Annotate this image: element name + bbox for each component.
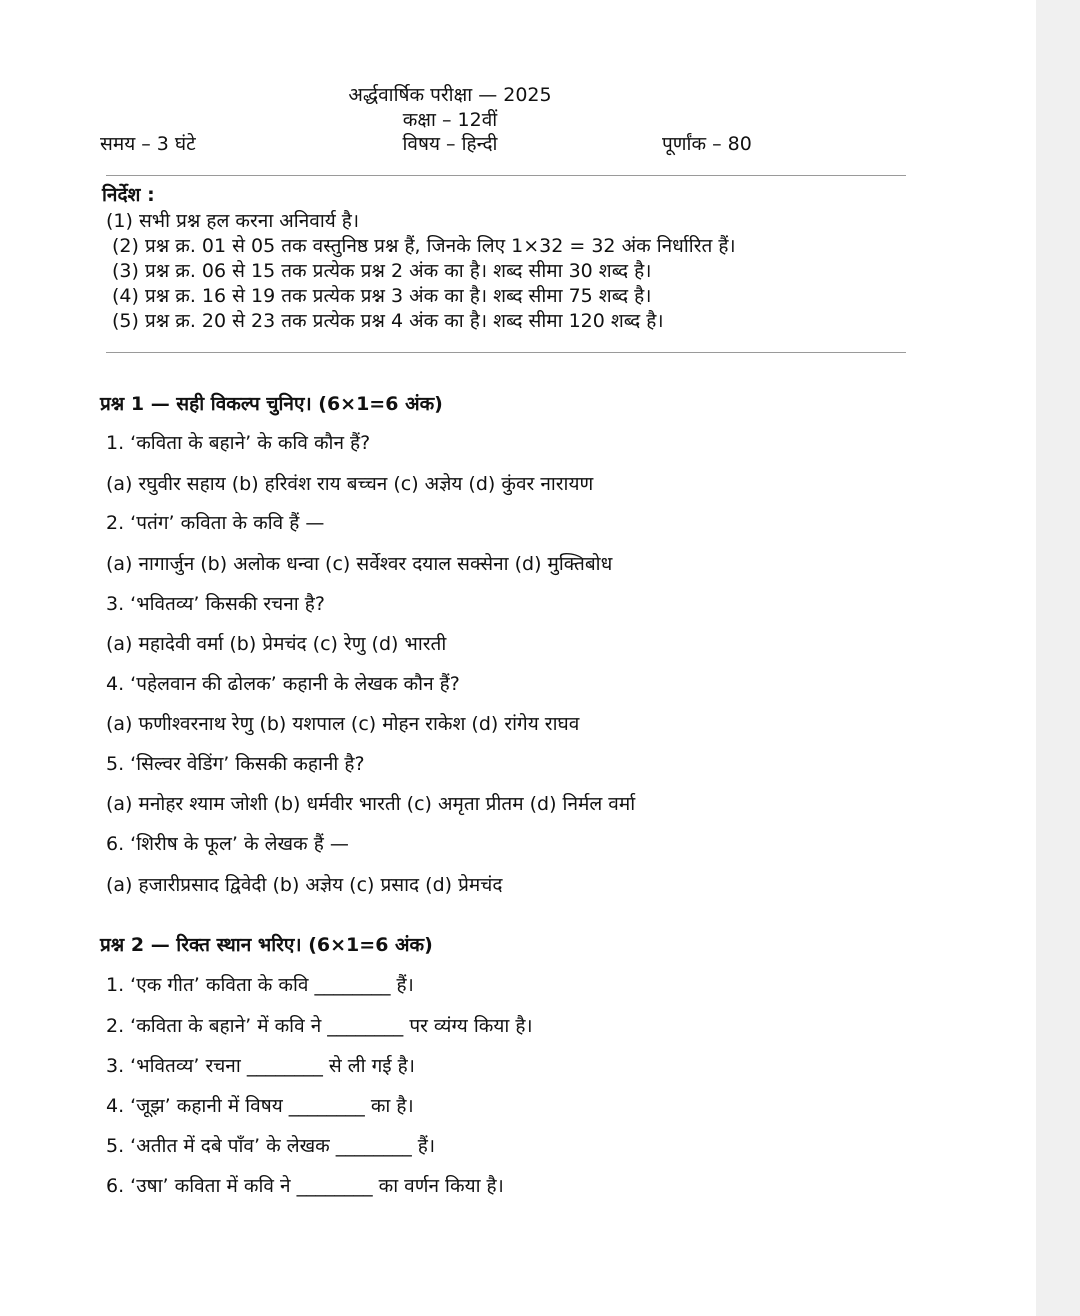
fill-blank-line: 4. ‘जूझ’ कहानी में विषय ________ का है। bbox=[106, 1095, 414, 1117]
options-line: (a) हजारीप्रसाद द्विवेदी (b) अज्ञेय (c) प्रसाद (d) प्रेमचंद bbox=[106, 874, 503, 896]
exam-title: अर्द्धवार्षिक परीक्षा — 2025 bbox=[348, 84, 552, 106]
instructions-title: निर्देश : bbox=[102, 184, 155, 206]
instruction-item: (5) प्रश्न क्र. 20 से 23 तक प्रत्येक प्रश्न 4 अंक का है। शब्द सीमा 120 शब्द है। bbox=[112, 310, 664, 332]
options-line: (a) महादेवी वर्मा (b) प्रेमचंद (c) रेणु (d) भारती bbox=[106, 633, 447, 655]
class-label: कक्षा – 12वीं bbox=[402, 109, 498, 131]
fill-blank-line: 1. ‘एक गीत’ कविता के कवि ________ हैं। bbox=[106, 974, 414, 996]
options-line: (a) नागार्जुन (b) अलोक धन्वा (c) सर्वेश्वर दयाल सक्सेना (d) मुक्तिबोध bbox=[106, 553, 613, 575]
question-line: 1. ‘कविता के बहाने’ के कवि कौन हैं? bbox=[106, 432, 371, 454]
fill-blank-line: 3. ‘भवितव्य’ रचना ________ से ली गई है। bbox=[106, 1055, 415, 1077]
instruction-item: (3) प्रश्न क्र. 06 से 15 तक प्रत्येक प्रश्न 2 अंक का है। शब्द सीमा 30 शब्द है। bbox=[112, 260, 652, 282]
instruction-item: (2) प्रश्न क्र. 01 से 05 तक वस्तुनिष्ठ प्रश्न हैं, जिनके लिए 1×32 = 32 अंक निर्धारित हैं। bbox=[112, 235, 736, 257]
instruction-item: (4) प्रश्न क्र. 16 से 19 तक प्रत्येक प्रश्न 3 अंक का है। शब्द सीमा 75 शब्द है। bbox=[112, 285, 652, 307]
max-marks-label: पूर्णांक – 80 bbox=[662, 133, 752, 155]
section1-title: प्रश्न 1 — सही विकल्प चुनिए। (6×1=6 अंक) bbox=[100, 393, 443, 415]
header-divider bbox=[106, 175, 906, 176]
instructions-divider bbox=[106, 352, 906, 353]
options-line: (a) रघुवीर सहाय (b) हरिवंश राय बच्चन (c) अज्ञेय (d) कुंवर नारायण bbox=[106, 473, 594, 495]
section2-title: प्रश्न 2 — रिक्त स्थान भरिए। (6×1=6 अंक) bbox=[100, 934, 433, 956]
subject-label: विषय – हिन्दी bbox=[402, 133, 498, 155]
time-label: समय – 3 घंटे bbox=[100, 133, 196, 155]
question-line: 2. ‘पतंग’ कविता के कवि हैं — bbox=[106, 512, 325, 534]
viewer-side-margin bbox=[1036, 0, 1080, 1316]
fill-blank-line: 6. ‘उषा’ कविता में कवि ने ________ का वर्णन किया है। bbox=[106, 1175, 504, 1197]
question-line: 6. ‘शिरीष के फूल’ के लेखक हैं — bbox=[106, 833, 349, 855]
options-line: (a) फणीश्वरनाथ रेणु (b) यशपाल (c) मोहन राकेश (d) रांगेय राघव bbox=[106, 713, 580, 735]
fill-blank-line: 5. ‘अतीत में दबे पाँव’ के लेखक ________ हैं। bbox=[106, 1135, 436, 1157]
instruction-item: (1) सभी प्रश्न हल करना अनिवार्य है। bbox=[106, 210, 360, 232]
fill-blank-line: 2. ‘कविता के बहाने’ में कवि ने ________ पर व्यंग्य किया है। bbox=[106, 1015, 533, 1037]
question-line: 5. ‘सिल्वर वेडिंग’ किसकी कहानी है? bbox=[106, 753, 365, 775]
question-line: 3. ‘भवितव्य’ किसकी रचना है? bbox=[106, 593, 325, 615]
options-line: (a) मनोहर श्याम जोशी (b) धर्मवीर भारती (c) अमृता प्रीतम (d) निर्मल वर्मा bbox=[106, 793, 636, 815]
question-line: 4. ‘पहेलवान की ढोलक’ कहानी के लेखक कौन हैं? bbox=[106, 673, 460, 695]
